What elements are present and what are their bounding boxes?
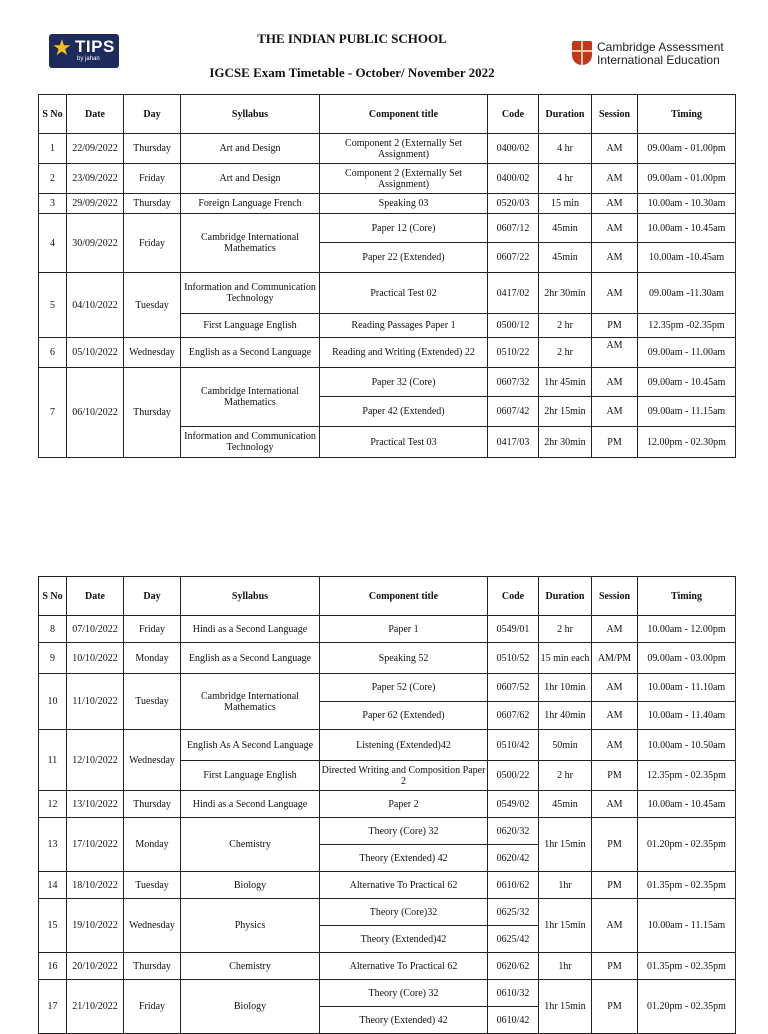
- session-cell: AM/PM: [592, 643, 638, 674]
- syllabus-cell: Foreign Language French: [181, 194, 320, 214]
- session-cell: AM: [592, 273, 638, 314]
- timing-cell: 10.00am - 12.00pm: [638, 616, 736, 643]
- syllabus-cell: Art and Design: [181, 134, 320, 164]
- cambridge-logo: [572, 40, 732, 70]
- sno-cell: 12: [39, 791, 67, 818]
- day-cell: Monday: [124, 818, 181, 872]
- sno-cell: 2: [39, 164, 67, 194]
- syllabus-cell: Cambridge International Mathematics: [181, 674, 320, 730]
- column-header: Day: [124, 577, 181, 616]
- session-cell: PM: [592, 953, 638, 980]
- duration-cell: 2 hr: [539, 616, 592, 643]
- date-cell: 29/09/2022: [67, 194, 124, 214]
- component-cell: Theory (Core) 32: [320, 818, 488, 845]
- session-cell: AM: [592, 730, 638, 761]
- sno-cell: 1: [39, 134, 67, 164]
- table-row: [39, 791, 736, 818]
- day-cell: Friday: [124, 616, 181, 643]
- tips-logo-small-text: by jahan: [77, 56, 100, 62]
- column-header: Timing: [638, 577, 736, 616]
- timing-cell: 10.00am - 10.50am: [638, 730, 736, 761]
- session-cell: AM: [592, 214, 638, 243]
- day-cell: Friday: [124, 214, 181, 273]
- component-cell: Theory (Core) 32: [320, 980, 488, 1007]
- date-cell: 17/10/2022: [67, 818, 124, 872]
- date-cell: 12/10/2022: [67, 730, 124, 791]
- duration-cell: 15 min each: [539, 643, 592, 674]
- code-cell: 0607/42: [488, 397, 539, 427]
- duration-cell: 4 hr: [539, 134, 592, 164]
- date-cell: 04/10/2022: [67, 273, 124, 338]
- component-cell: Paper 42 (Extended): [320, 397, 488, 427]
- syllabus-cell: First Language English: [181, 314, 320, 338]
- date-cell: 06/10/2022: [67, 368, 124, 458]
- syllabus-cell: Biology: [181, 980, 320, 1034]
- table-row: [39, 872, 736, 899]
- component-cell: Theory (Core)32: [320, 899, 488, 926]
- session-cell: AM: [592, 338, 638, 368]
- component-cell: Reading Passages Paper 1: [320, 314, 488, 338]
- sno-cell: 6: [39, 338, 67, 368]
- table-row: [39, 980, 736, 1007]
- session-cell: AM: [592, 134, 638, 164]
- cambridge-logo-line2: International Education: [597, 53, 720, 67]
- column-header: Code: [488, 577, 539, 616]
- duration-cell: 45min: [539, 243, 592, 273]
- code-cell: 0607/62: [488, 702, 539, 730]
- component-cell: Component 2 (Externally Set Assignment): [320, 164, 488, 194]
- table-row: [39, 616, 736, 643]
- component-cell: Paper 52 (Core): [320, 674, 488, 702]
- component-cell: Paper 22 (Extended): [320, 243, 488, 273]
- syllabus-cell: Chemistry: [181, 953, 320, 980]
- day-cell: Thursday: [124, 368, 181, 458]
- day-cell: Thursday: [124, 953, 181, 980]
- table-row: [39, 368, 736, 397]
- table-row: [39, 899, 736, 926]
- syllabus-cell: Biology: [181, 872, 320, 899]
- date-cell: 05/10/2022: [67, 338, 124, 368]
- column-header: Code: [488, 95, 539, 134]
- code-cell: 0510/22: [488, 338, 539, 368]
- code-cell: 0625/42: [488, 926, 539, 953]
- timing-cell: 10.00am -10.45am: [638, 243, 736, 273]
- session-cell: AM: [592, 368, 638, 397]
- table-row: [39, 338, 736, 368]
- table-row: [39, 643, 736, 674]
- timetable-table-2: [38, 576, 736, 1034]
- code-cell: 0500/12: [488, 314, 539, 338]
- code-cell: 0610/42: [488, 1007, 539, 1034]
- date-cell: 22/09/2022: [67, 134, 124, 164]
- session-cell: AM: [592, 702, 638, 730]
- code-cell: 0620/62: [488, 953, 539, 980]
- timing-cell: 09.00am - 10.45am: [638, 368, 736, 397]
- code-cell: 0607/22: [488, 243, 539, 273]
- date-cell: 13/10/2022: [67, 791, 124, 818]
- syllabus-cell: English as a Second Language: [181, 338, 320, 368]
- sno-cell: 9: [39, 643, 67, 674]
- table-row: [39, 194, 736, 214]
- table-row: [39, 134, 736, 164]
- duration-cell: 2 hr: [539, 761, 592, 791]
- column-header: Duration: [539, 577, 592, 616]
- day-cell: Thursday: [124, 134, 181, 164]
- session-cell: AM: [592, 243, 638, 273]
- component-cell: Theory (Extended) 42: [320, 845, 488, 872]
- date-cell: 07/10/2022: [67, 616, 124, 643]
- column-header: Session: [592, 577, 638, 616]
- syllabus-cell: Information and Communication Technology: [181, 427, 320, 458]
- syllabus-cell: Art and Design: [181, 164, 320, 194]
- date-cell: 18/10/2022: [67, 872, 124, 899]
- sno-cell: 17: [39, 980, 67, 1034]
- duration-cell: 45min: [539, 791, 592, 818]
- session-cell: AM: [592, 899, 638, 953]
- code-cell: 0520/03: [488, 194, 539, 214]
- timing-cell: 12.35pm - 02.35pm: [638, 761, 736, 791]
- column-header: S No: [39, 95, 67, 134]
- sno-cell: 15: [39, 899, 67, 953]
- table-row: [39, 164, 736, 194]
- component-cell: Listening (Extended)42: [320, 730, 488, 761]
- code-cell: 0549/01: [488, 616, 539, 643]
- code-cell: 0417/03: [488, 427, 539, 458]
- session-cell: PM: [592, 761, 638, 791]
- timing-cell: 09.00am - 01.00pm: [638, 164, 736, 194]
- code-cell: 0607/12: [488, 214, 539, 243]
- duration-cell: 4 hr: [539, 164, 592, 194]
- timing-cell: 10.00am - 11.40am: [638, 702, 736, 730]
- table-row: [39, 818, 736, 845]
- column-header: Timing: [638, 95, 736, 134]
- sno-cell: 16: [39, 953, 67, 980]
- duration-cell: 1hr 15min: [539, 818, 592, 872]
- duration-cell: 2hr 15min: [539, 397, 592, 427]
- timing-cell: 01.35pm - 02.35pm: [638, 953, 736, 980]
- column-header: Component title: [320, 577, 488, 616]
- syllabus-cell: English as a Second Language: [181, 643, 320, 674]
- component-cell: Paper 2: [320, 791, 488, 818]
- timing-cell: 09.00am - 11.15am: [638, 397, 736, 427]
- code-cell: 0607/32: [488, 368, 539, 397]
- sno-cell: 5: [39, 273, 67, 338]
- syllabus-cell: English As A Second Language: [181, 730, 320, 761]
- tips-logo-text: TIPS: [75, 37, 115, 56]
- star-icon: ★: [52, 35, 72, 60]
- syllabus-cell: First Language English: [181, 761, 320, 791]
- timing-cell: 10.00am - 11.10am: [638, 674, 736, 702]
- component-cell: Speaking 52: [320, 643, 488, 674]
- timing-cell: 09.00am - 11.00am: [638, 338, 736, 368]
- column-header: Session: [592, 95, 638, 134]
- sno-cell: 3: [39, 194, 67, 214]
- code-cell: 0620/32: [488, 818, 539, 845]
- sno-cell: 13: [39, 818, 67, 872]
- component-cell: Paper 62 (Extended): [320, 702, 488, 730]
- component-cell: Paper 12 (Core): [320, 214, 488, 243]
- column-header: Syllabus: [181, 577, 320, 616]
- code-cell: 0510/42: [488, 730, 539, 761]
- column-header: Syllabus: [181, 95, 320, 134]
- sno-cell: 11: [39, 730, 67, 791]
- component-cell: Theory (Extended) 42: [320, 1007, 488, 1034]
- day-cell: Tuesday: [124, 273, 181, 338]
- timing-cell: 01.20pm - 02.35pm: [638, 818, 736, 872]
- code-cell: 0417/02: [488, 273, 539, 314]
- date-cell: 30/09/2022: [67, 214, 124, 273]
- component-cell: Reading and Writing (Extended) 22: [320, 338, 488, 368]
- code-cell: 0610/62: [488, 872, 539, 899]
- column-header: Date: [67, 95, 124, 134]
- duration-cell: 1hr: [539, 953, 592, 980]
- duration-cell: 45min: [539, 214, 592, 243]
- session-cell: AM: [592, 791, 638, 818]
- component-cell: Paper 32 (Core): [320, 368, 488, 397]
- column-header: Component title: [320, 95, 488, 134]
- syllabus-cell: Hindi as a Second Language: [181, 791, 320, 818]
- sno-cell: 10: [39, 674, 67, 730]
- sno-cell: 14: [39, 872, 67, 899]
- code-cell: 0620/42: [488, 845, 539, 872]
- timing-cell: 12.00pm - 02.30pm: [638, 427, 736, 458]
- day-cell: Friday: [124, 164, 181, 194]
- page-title: IGCSE Exam Timetable - October/ November 2022: [209, 65, 495, 80]
- component-cell: Theory (Extended)42: [320, 926, 488, 953]
- column-header: S No: [39, 577, 67, 616]
- component-cell: Speaking 03: [320, 194, 488, 214]
- code-cell: 0510/52: [488, 643, 539, 674]
- timing-cell: 10.00am - 10.45am: [638, 791, 736, 818]
- code-cell: 0549/02: [488, 791, 539, 818]
- code-cell: 0400/02: [488, 164, 539, 194]
- syllabus-cell: Physics: [181, 899, 320, 953]
- component-cell: Paper 1: [320, 616, 488, 643]
- day-cell: Wednesday: [124, 730, 181, 791]
- session-cell: AM: [592, 164, 638, 194]
- column-header: Date: [67, 577, 124, 616]
- syllabus-cell: Cambridge International Mathematics: [181, 214, 320, 273]
- component-cell: Alternative To Practical 62: [320, 872, 488, 899]
- duration-cell: 2 hr: [539, 338, 592, 368]
- timing-cell: 10.00am - 10.45am: [638, 214, 736, 243]
- day-cell: Thursday: [124, 194, 181, 214]
- code-cell: 0500/22: [488, 761, 539, 791]
- timing-cell: 09.00am -11.30am: [638, 273, 736, 314]
- component-cell: Practical Test 02: [320, 273, 488, 314]
- timing-cell: 10.00am - 10.30am: [638, 194, 736, 214]
- code-cell: 0607/52: [488, 674, 539, 702]
- table-row: [39, 730, 736, 761]
- duration-cell: 2hr 30min: [539, 427, 592, 458]
- duration-cell: 15 min: [539, 194, 592, 214]
- shield-icon: [572, 41, 592, 65]
- syllabus-cell: Cambridge International Mathematics: [181, 368, 320, 427]
- header-row: [39, 95, 736, 134]
- session-cell: PM: [592, 427, 638, 458]
- component-cell: Component 2 (Externally Set Assignment): [320, 134, 488, 164]
- component-cell: Directed Writing and Composition Paper 2: [320, 761, 488, 791]
- duration-cell: 1hr 15min: [539, 980, 592, 1034]
- header-row: [39, 577, 736, 616]
- day-cell: Friday: [124, 980, 181, 1034]
- timing-cell: 01.35pm - 02.35pm: [638, 872, 736, 899]
- syllabus-cell: Hindi as a Second Language: [181, 616, 320, 643]
- code-cell: 0400/02: [488, 134, 539, 164]
- component-cell: Practical Test 03: [320, 427, 488, 458]
- date-cell: 20/10/2022: [67, 953, 124, 980]
- duration-cell: 2hr 30min: [539, 273, 592, 314]
- timing-cell: 12.35pm -02.35pm: [638, 314, 736, 338]
- date-cell: 11/10/2022: [67, 674, 124, 730]
- timing-cell: 09.00am - 03.00pm: [638, 643, 736, 674]
- table-row: [39, 214, 736, 243]
- table-row: [39, 273, 736, 314]
- duration-cell: 1hr 40min: [539, 702, 592, 730]
- timing-cell: 10.00am - 11.15am: [638, 899, 736, 953]
- session-cell: AM: [592, 674, 638, 702]
- duration-cell: 1hr 15min: [539, 899, 592, 953]
- session-cell: AM: [592, 397, 638, 427]
- duration-cell: 1hr 10min: [539, 674, 592, 702]
- code-cell: 0625/32: [488, 899, 539, 926]
- syllabus-cell: Chemistry: [181, 818, 320, 872]
- session-cell: PM: [592, 818, 638, 872]
- day-cell: Thursday: [124, 791, 181, 818]
- duration-cell: 50min: [539, 730, 592, 761]
- day-cell: Wednesday: [124, 338, 181, 368]
- syllabus-cell: Information and Communication Technology: [181, 273, 320, 314]
- cambridge-logo-line1: Cambridge Assessment: [597, 40, 724, 54]
- timetable-table-1: [38, 94, 736, 458]
- table-row: [39, 674, 736, 702]
- day-cell: Wednesday: [124, 899, 181, 953]
- timing-cell: 09.00am - 01.00pm: [638, 134, 736, 164]
- timing-cell: 01.20pm - 02.35pm: [638, 980, 736, 1034]
- sno-cell: 8: [39, 616, 67, 643]
- component-cell: Alternative To Practical 62: [320, 953, 488, 980]
- day-cell: Tuesday: [124, 872, 181, 899]
- sno-cell: 7: [39, 368, 67, 458]
- session-cell: PM: [592, 314, 638, 338]
- column-header: Duration: [539, 95, 592, 134]
- day-cell: Monday: [124, 643, 181, 674]
- session-cell: PM: [592, 872, 638, 899]
- sno-cell: 4: [39, 214, 67, 273]
- session-cell: AM: [592, 616, 638, 643]
- duration-cell: 1hr: [539, 872, 592, 899]
- session-cell: PM: [592, 980, 638, 1034]
- duration-cell: 2 hr: [539, 314, 592, 338]
- day-cell: Tuesday: [124, 674, 181, 730]
- date-cell: 21/10/2022: [67, 980, 124, 1034]
- code-cell: 0610/32: [488, 980, 539, 1007]
- duration-cell: 1hr 45min: [539, 368, 592, 397]
- column-header: Day: [124, 95, 181, 134]
- date-cell: 10/10/2022: [67, 643, 124, 674]
- session-cell: AM: [592, 194, 638, 214]
- date-cell: 23/09/2022: [67, 164, 124, 194]
- table-row: [39, 953, 736, 980]
- date-cell: 19/10/2022: [67, 899, 124, 953]
- school-name: THE INDIAN PUBLIC SCHOOL: [257, 31, 447, 46]
